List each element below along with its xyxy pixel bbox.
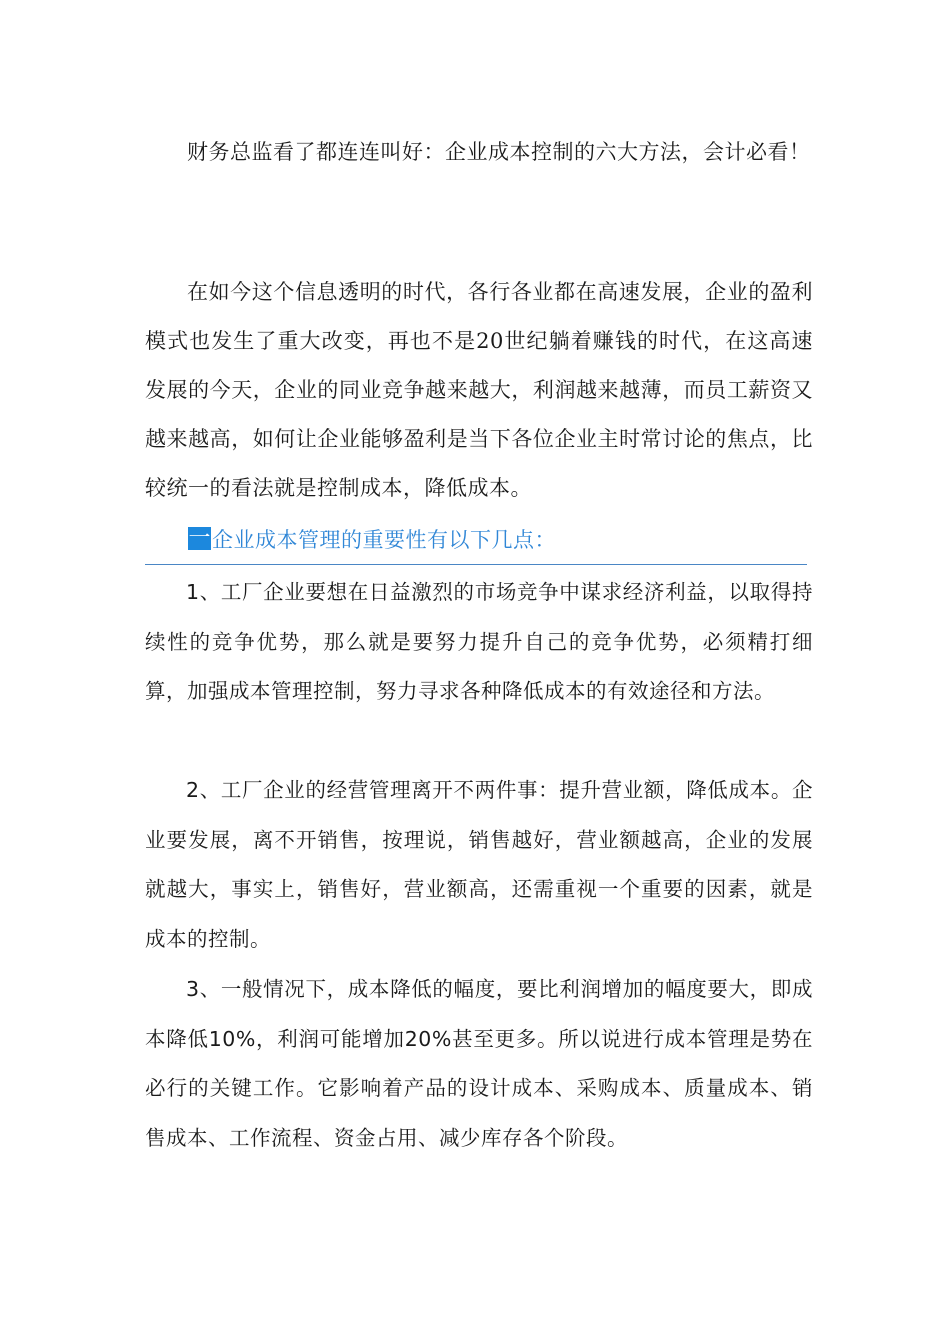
section-heading [145, 520, 807, 565]
article-title: 财务总监看了都连连叫好：企业成本控制的六大方法，会计必看！ [187, 140, 811, 164]
intro-paragraph: 在如今这个信息透明的时代，各行各业都在高速发展，企业的盈利模式也发生了重大改变，再也不是20世纪躺着赚钱的时代，在这高速发展的今天，企业的同业竞争越来越大，利润越来越薄，而员工薪资又越来越高，如何让企业能够盈利是当下各位企业主时常讨论的焦点，比较统一的看法就是控制成本，降低成本。 [145, 280, 813, 500]
list-item: 2、工厂企业的经营管理离开不两件事：提升营业额，降低成本。企业要发展，离不开销售，按理说，销售越好，营业额越高，企业的发展就越大，事实上，销售好，营业额高，还需重视一个重要的因素，就是成本的控制。 [145, 778, 813, 951]
list-item: 3、一般情况下，成本降低的幅度，要比利润增加的幅度要大，即成本降低10%，利润可能增加20%甚至更多。所以说进行成本管理是势在必行的关键工作。它影响着产品的设计成本、采购成本、质量成本、销售成本、工作流程、资金占用、减少库存各个阶段。 [145, 977, 813, 1150]
heading-marker-box [188, 527, 211, 550]
list-item: 1、工厂企业要想在日益激烈的市场竞争中谋求经济利益，以取得持续性的竞争优势，那么就是要努力提升自己的竞争优势，必须精打细算，加强成本管理控制，努力寻求各种降低成本的有效途径和方法。 [145, 580, 813, 703]
heading-marker-label: 一 [188, 527, 211, 550]
section-heading-text: 企业成本管理的重要性有以下几点： [212, 528, 556, 552]
